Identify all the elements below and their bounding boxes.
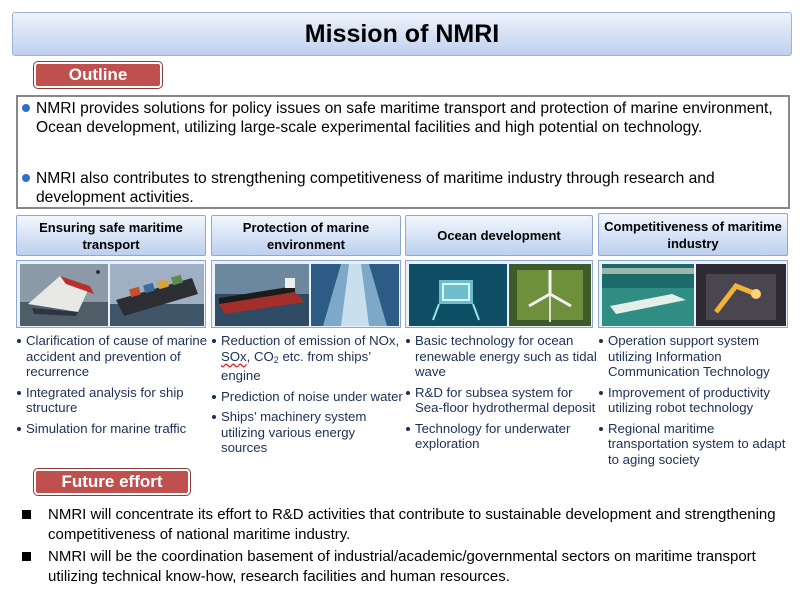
list-item: Prediction of noise under water: [211, 389, 403, 405]
outline-box: [16, 95, 790, 209]
tidal-turbine-photo: [509, 264, 591, 326]
square-bullet-icon: [22, 552, 31, 561]
list-item: Clarification of cause of marine accident and prevention of recurrence: [16, 333, 208, 380]
photo-frame-ocean-development: [405, 260, 593, 328]
future-point: [22, 505, 782, 545]
list-item: R&D for subsea system for Sea-floor hydrothermal deposit: [405, 385, 597, 416]
title-bar: [12, 12, 792, 56]
bulk-carrier-photo: [215, 264, 309, 326]
ship-wake-photo: [311, 264, 399, 326]
ship-model-tank-photo: [602, 264, 694, 326]
list-item: Integrated analysis for ship structure: [16, 385, 208, 416]
outline-label: Outline: [34, 62, 162, 88]
future-point: [22, 547, 782, 587]
future-point-text: NMRI will be the coordination basement of industrial/academic/governmental sectors on maritime transport utilizing technical know-how, research facilities and human resources.: [48, 548, 756, 585]
list-item: Improvement of productivity utilizing robot technology: [598, 385, 794, 416]
list-item: Operation support system utilizing Information Communication Technology: [598, 333, 794, 380]
cargo-ship-photo: [110, 264, 204, 326]
list-item: Technology for underwater exploration: [405, 421, 597, 452]
bullet-list-marine-environment: [211, 333, 403, 461]
future-point-text: NMRI will concentrate its effort to R&D activities that contribute to sustainable development and strengthening competitiveness of national maritime industry.: [48, 506, 776, 543]
list-item: Reduction of emission of NOx, SOx, $CO_2$ etc. from ships’ engine: [211, 333, 403, 384]
column-header-maritime-industry: Competitiveness of maritime industry: [598, 213, 788, 256]
robot-welding-photo: [696, 264, 786, 326]
bullet-list-ocean-development: [405, 333, 597, 457]
outline-point: [36, 169, 788, 207]
list-item: Simulation for marine traffic: [16, 421, 208, 437]
bullet-list-safe-transport: [16, 333, 208, 441]
column-header-safe-transport: Ensuring safe maritime transport: [16, 215, 206, 256]
future-effort-label: Future effort: [34, 469, 190, 495]
outline-point-text: NMRI provides solutions for policy issues on safe maritime transport and protection of marine environment, Ocean development, utilizing large-scale experimental facilities and high potential on technology.: [36, 100, 773, 136]
photo-frame-safe-transport: [16, 260, 206, 328]
page-title: Mission of NMRI: [304, 19, 500, 48]
bullet-dot-icon: [22, 174, 30, 182]
outline-point: [36, 99, 788, 137]
underwater-vehicle-photo: [409, 264, 507, 326]
capsized-ship-photo: [20, 264, 108, 326]
square-bullet-icon: [22, 510, 31, 519]
list-item: Basic technology for ocean renewable energy such as tidal wave: [405, 333, 597, 380]
outline-point-text: NMRI also contributes to strengthening competitiveness of maritime industry through research and development activities.: [36, 170, 715, 206]
column-header-ocean-development: Ocean development: [405, 215, 593, 256]
photo-frame-maritime-industry: [598, 260, 788, 328]
column-header-marine-environment: Protection of marine environment: [211, 215, 401, 256]
list-item: Regional maritime transportation system to adapt to aging society: [598, 421, 794, 468]
bullet-dot-icon: [22, 104, 30, 112]
bullet-list-maritime-industry: [598, 333, 794, 472]
list-item: Ships’ machinery system utilizing various energy sources: [211, 409, 403, 456]
photo-frame-marine-environment: [211, 260, 401, 328]
